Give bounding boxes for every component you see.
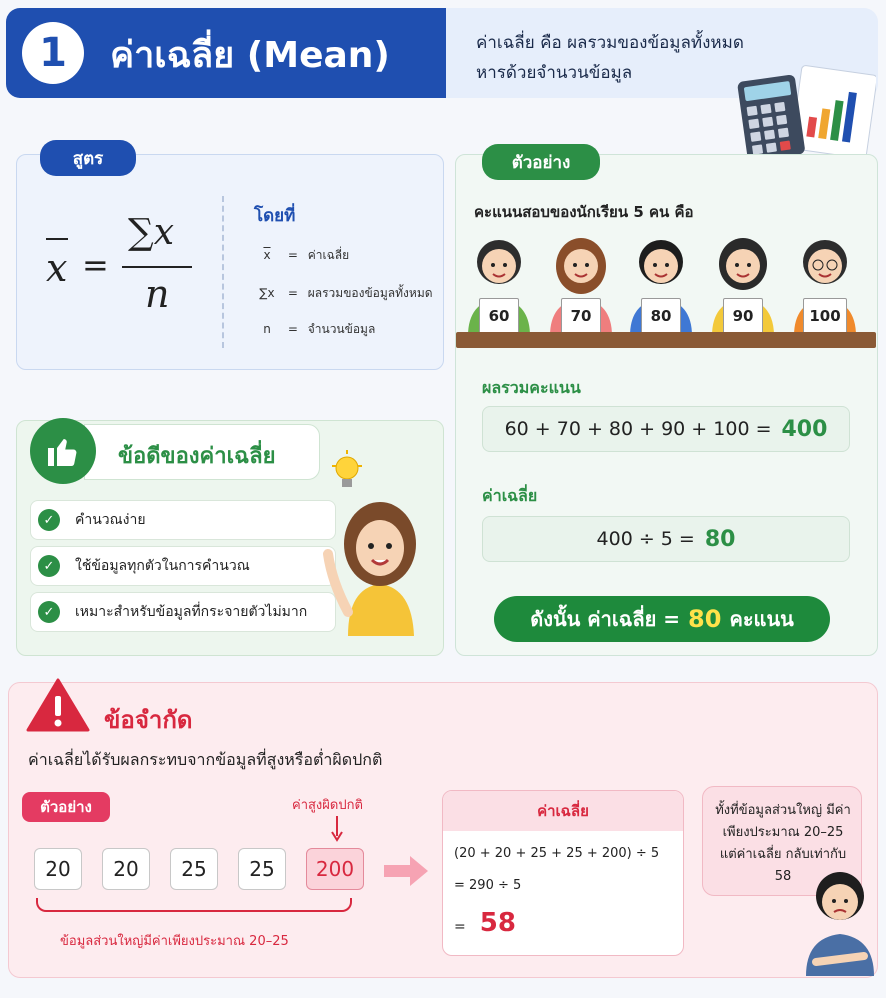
range-brace — [36, 898, 352, 912]
definition-meaning: จำนวนข้อมูล — [307, 322, 376, 336]
outlier-value: 200 — [306, 848, 364, 890]
formula-label: สูตร — [40, 140, 136, 176]
desk — [456, 332, 876, 348]
sum-expr-text: 60 + 70 + 80 + 90 + 100 = — [504, 418, 772, 440]
sum-label: ผลรวมคะแนน — [482, 378, 581, 397]
sum-expression — [482, 406, 850, 452]
mean-final — [454, 908, 516, 938]
check-icon: ✓ — [38, 509, 60, 531]
range-note: ข้อมูลส่วนใหญ่มีค่าเพียงประมาณ 20–25 — [60, 934, 289, 949]
definition-eq: = — [287, 286, 298, 300]
mean-label: ค่าเฉลี่ย — [482, 486, 538, 505]
example-label: ตัวอย่าง — [482, 144, 600, 180]
section-number: 1 — [22, 22, 84, 84]
conclusion-suffix: คะแนน — [729, 607, 794, 631]
definition-row — [250, 246, 349, 265]
conclusion-pill — [494, 596, 830, 642]
x-bar-line — [46, 238, 68, 240]
student — [788, 236, 862, 336]
conclusion-prefix: ดังนั้น ค่าเฉลี่ย = — [530, 607, 681, 631]
definition-symbol: ∑x — [259, 286, 275, 300]
data-value: 25 — [170, 848, 218, 890]
student — [544, 236, 618, 336]
where-title: โดยที่ — [254, 206, 296, 226]
definition-row — [250, 320, 375, 339]
definition-eq: = — [287, 322, 298, 336]
definition-symbol: n — [263, 322, 271, 336]
mean-expression — [482, 516, 850, 562]
advantage-item — [30, 546, 336, 586]
teacher-illustration — [318, 492, 442, 636]
mean-calc-line-1: (20 + 20 + 25 + 25 + 200) ÷ 5 — [454, 846, 660, 861]
lightbulb-icon — [330, 448, 364, 496]
score-card: 90 — [723, 298, 763, 334]
definition-row — [250, 284, 433, 303]
score-card: 80 — [641, 298, 681, 334]
arrow-down-icon — [330, 816, 344, 842]
description-line-2: หารด้วยจำนวนข้อมูล — [476, 63, 633, 83]
advantage-text: ใช้ข้อมูลทุกตัวในการคำนวณ — [75, 558, 250, 574]
definition-symbol: $\overline{x}$ — [263, 248, 271, 262]
limitation-example-label: ตัวอย่าง — [22, 792, 110, 822]
advantage-item — [30, 592, 336, 632]
student — [624, 236, 698, 336]
conclusion-value: 80 — [688, 605, 722, 633]
mean-box-title: ค่าเฉลี่ย — [443, 791, 683, 831]
definition-eq: = — [287, 248, 298, 262]
formula-equals: = — [82, 246, 109, 284]
mean-calc-line-2: = 290 ÷ 5 — [454, 878, 522, 893]
mean-expr-text: 400 ÷ 5 = — [596, 528, 695, 550]
formula-lhs: x — [46, 246, 68, 290]
check-icon: ✓ — [38, 555, 60, 577]
example-panel — [455, 154, 878, 656]
limitation-description: ค่าเฉลี่ยได้รับผลกระทบจากข้อมูลที่สูงหรือต่ำผิดปกติ — [28, 750, 383, 769]
advantages-title: ข้อดีของค่าเฉลี่ย — [118, 444, 276, 469]
thumbs-up-icon — [30, 418, 96, 484]
speech-bubble-text: ทั้งที่ข้อมูลส่วนใหญ่ มีค่าเพียงประมาณ 20–25 แต่ค่าเฉลี่ย กลับเท่ากับ 58 — [715, 803, 851, 884]
fraction-line — [122, 266, 192, 268]
mean-result: 80 — [704, 526, 736, 552]
student — [462, 236, 536, 336]
arrow-right-icon — [384, 856, 428, 886]
mean-final-result: 58 — [479, 908, 516, 938]
score-card: 60 — [479, 298, 519, 334]
warning-icon — [26, 676, 90, 732]
page-title: ค่าเฉลี่ย (Mean) — [110, 35, 390, 76]
sum-result: 400 — [781, 416, 828, 442]
mean-final-eq: = — [454, 919, 466, 935]
check-icon: ✓ — [38, 601, 60, 623]
example-intro: คะแนนสอบของนักเรียน 5 คน คือ — [474, 203, 694, 221]
student — [706, 236, 780, 336]
score-card: 100 — [803, 298, 847, 334]
divider — [222, 196, 224, 348]
definition-meaning: ผลรวมของข้อมูลทั้งหมด — [307, 286, 433, 300]
data-value: 20 — [102, 848, 150, 890]
score-card: 70 — [561, 298, 601, 334]
formula-numerator: ∑x — [128, 212, 175, 253]
advantage-item — [30, 500, 336, 540]
definition-meaning: ค่าเฉลี่ย — [307, 248, 350, 262]
data-value: 20 — [34, 848, 82, 890]
data-value: 25 — [238, 848, 286, 890]
limitation-title: ข้อจำกัด — [104, 706, 193, 734]
outlier-label: ค่าสูงผิดปกติ — [292, 798, 363, 813]
description-line-1: ค่าเฉลี่ย คือ ผลรวมของข้อมูลทั้งหมด — [476, 33, 744, 53]
formula-panel — [16, 154, 444, 370]
confused-boy-illustration — [800, 866, 880, 976]
formula-denominator: n — [145, 272, 170, 316]
advantage-text: เหมาะสำหรับข้อมูลที่กระจายตัวไม่มาก — [75, 604, 308, 620]
advantage-text: คำนวณง่าย — [75, 512, 146, 528]
calculator-icon — [736, 64, 876, 164]
